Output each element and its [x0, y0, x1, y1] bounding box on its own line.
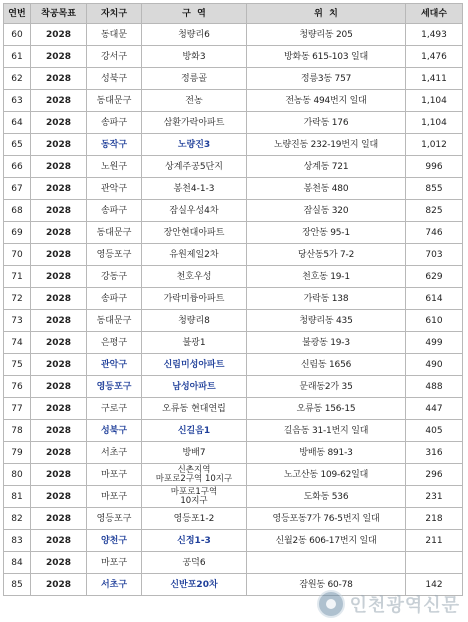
- header-gu: 자치구: [87, 4, 142, 24]
- cell-units: 490: [406, 354, 463, 376]
- header-units: 세대수: [406, 4, 463, 24]
- cell-target-year: 2028: [31, 574, 87, 596]
- redevelopment-table: [3, 3, 463, 596]
- cell-gu: 관악구: [87, 354, 142, 376]
- cell-location: 신림동 1656: [247, 354, 406, 376]
- cell-no: 81: [4, 486, 31, 508]
- cell-units: 703: [406, 244, 463, 266]
- watermark-text: 인천광역신문: [349, 595, 460, 616]
- cell-units: 405: [406, 420, 463, 442]
- table-row: [4, 552, 463, 574]
- cell-target-year: 2028: [31, 376, 87, 398]
- cell-area: 가락미륭아파트: [142, 288, 247, 310]
- cell-units: 142: [406, 574, 463, 596]
- cell-location: 천호동 19-1: [247, 266, 406, 288]
- watermark: [317, 590, 460, 618]
- cell-area: 신정1-3: [142, 530, 247, 552]
- table-row: [4, 244, 463, 266]
- cell-location: 노고산동 109-62일대: [247, 464, 406, 486]
- cell-target-year: 2028: [31, 530, 87, 552]
- cell-target-year: 2028: [31, 332, 87, 354]
- cell-target-year: 2028: [31, 68, 87, 90]
- table-row: [4, 266, 463, 288]
- cell-units: 296: [406, 464, 463, 486]
- cell-target-year: 2028: [31, 46, 87, 68]
- cell-area: 정릉골: [142, 68, 247, 90]
- cell-gu: 마포구: [87, 486, 142, 508]
- newspaper-logo-icon: [317, 590, 345, 618]
- cell-no: 68: [4, 200, 31, 222]
- cell-gu: 송파구: [87, 288, 142, 310]
- cell-gu: 동대문: [87, 24, 142, 46]
- cell-gu: 동대문구: [87, 90, 142, 112]
- table-row: [4, 420, 463, 442]
- cell-gu: 서초구: [87, 442, 142, 464]
- cell-area: 방화3: [142, 46, 247, 68]
- cell-area: 신길음1: [142, 420, 247, 442]
- cell-no: 76: [4, 376, 31, 398]
- cell-location: 청량리동 205: [247, 24, 406, 46]
- table-row: [4, 134, 463, 156]
- cell-gu: 구로구: [87, 398, 142, 420]
- cell-units: 614: [406, 288, 463, 310]
- cell-area: 신촌지역 마포로2구역 10지구: [142, 464, 247, 486]
- table-row: [4, 90, 463, 112]
- cell-target-year: 2028: [31, 24, 87, 46]
- cell-location: 노량진동 232-19번지 일대: [247, 134, 406, 156]
- cell-gu: 강서구: [87, 46, 142, 68]
- header-area: 구 역: [142, 4, 247, 24]
- cell-location: 길음동 31-1번지 일대: [247, 420, 406, 442]
- table-row: [4, 332, 463, 354]
- cell-area: 삼환가락아파트: [142, 112, 247, 134]
- cell-target-year: 2028: [31, 112, 87, 134]
- cell-no: 77: [4, 398, 31, 420]
- cell-location: [247, 552, 406, 574]
- table-row: [4, 530, 463, 552]
- cell-location: 가락동 176: [247, 112, 406, 134]
- cell-area: 전농: [142, 90, 247, 112]
- table-row: [4, 354, 463, 376]
- header-target: 착공목표: [31, 4, 87, 24]
- cell-target-year: 2028: [31, 442, 87, 464]
- cell-target-year: 2028: [31, 288, 87, 310]
- cell-units: 1,012: [406, 134, 463, 156]
- cell-location: 당산동5가 7-2: [247, 244, 406, 266]
- cell-units: 231: [406, 486, 463, 508]
- cell-no: 63: [4, 90, 31, 112]
- table-row: [4, 486, 463, 508]
- table-row: [4, 46, 463, 68]
- table-row: [4, 156, 463, 178]
- cell-no: 69: [4, 222, 31, 244]
- cell-no: 80: [4, 464, 31, 486]
- cell-area: 천호우성: [142, 266, 247, 288]
- table-row: [4, 442, 463, 464]
- cell-units: 218: [406, 508, 463, 530]
- cell-location: 가락동 138: [247, 288, 406, 310]
- cell-gu: 양천구: [87, 530, 142, 552]
- cell-units: 488: [406, 376, 463, 398]
- cell-target-year: 2028: [31, 156, 87, 178]
- cell-units: 316: [406, 442, 463, 464]
- cell-no: 83: [4, 530, 31, 552]
- cell-gu: 송파구: [87, 112, 142, 134]
- cell-gu: 동대문구: [87, 310, 142, 332]
- cell-gu: 영등포구: [87, 376, 142, 398]
- cell-no: 70: [4, 244, 31, 266]
- cell-units: 211: [406, 530, 463, 552]
- cell-location: 잠실동 320: [247, 200, 406, 222]
- cell-gu: 동작구: [87, 134, 142, 156]
- cell-area: 공덕6: [142, 552, 247, 574]
- cell-units: 1,104: [406, 90, 463, 112]
- cell-no: 60: [4, 24, 31, 46]
- header-loc: 위 치: [247, 4, 406, 24]
- table-row: [4, 376, 463, 398]
- table-row: [4, 112, 463, 134]
- cell-target-year: 2028: [31, 398, 87, 420]
- table-row: [4, 178, 463, 200]
- cell-area: 영등포1-2: [142, 508, 247, 530]
- cell-area: 남성아파트: [142, 376, 247, 398]
- cell-units: 1,104: [406, 112, 463, 134]
- cell-location: 신월2동 606-17번지 일대: [247, 530, 406, 552]
- table-row: [4, 464, 463, 486]
- cell-units: 1,476: [406, 46, 463, 68]
- cell-area: 봉천4-1-3: [142, 178, 247, 200]
- cell-units: 855: [406, 178, 463, 200]
- cell-gu: 성북구: [87, 68, 142, 90]
- cell-location: 불광동 19-3: [247, 332, 406, 354]
- cell-target-year: 2028: [31, 464, 87, 486]
- cell-location: 오류동 156-15: [247, 398, 406, 420]
- cell-no: 78: [4, 420, 31, 442]
- cell-units: 996: [406, 156, 463, 178]
- cell-target-year: 2028: [31, 420, 87, 442]
- cell-location: 정릉3동 757: [247, 68, 406, 90]
- table-header-row: [4, 4, 463, 24]
- cell-no: 82: [4, 508, 31, 530]
- cell-location: 방배동 891-3: [247, 442, 406, 464]
- cell-no: 62: [4, 68, 31, 90]
- table-body: [4, 24, 463, 596]
- cell-no: 84: [4, 552, 31, 574]
- cell-no: 85: [4, 574, 31, 596]
- cell-gu: 노원구: [87, 156, 142, 178]
- cell-units: 499: [406, 332, 463, 354]
- cell-gu: 은평구: [87, 332, 142, 354]
- cell-no: 72: [4, 288, 31, 310]
- cell-gu: 동대문구: [87, 222, 142, 244]
- cell-gu: 마포구: [87, 464, 142, 486]
- cell-gu: 성북구: [87, 420, 142, 442]
- cell-gu: 송파구: [87, 200, 142, 222]
- cell-location: 잠원동 60-78: [247, 574, 406, 596]
- cell-units: [406, 552, 463, 574]
- cell-no: 74: [4, 332, 31, 354]
- cell-area: 노량진3: [142, 134, 247, 156]
- cell-units: 746: [406, 222, 463, 244]
- cell-area: 청량리8: [142, 310, 247, 332]
- cell-area: 오류동 현대연립: [142, 398, 247, 420]
- cell-units: 1,411: [406, 68, 463, 90]
- cell-no: 73: [4, 310, 31, 332]
- cell-target-year: 2028: [31, 90, 87, 112]
- cell-location: 전농동 494번지 일대: [247, 90, 406, 112]
- cell-area: 방배7: [142, 442, 247, 464]
- cell-gu: 강동구: [87, 266, 142, 288]
- cell-gu: 관악구: [87, 178, 142, 200]
- cell-location: 도화동 536: [247, 486, 406, 508]
- cell-area: 상계주공5단지: [142, 156, 247, 178]
- cell-area: 신반포20차: [142, 574, 247, 596]
- table-row: [4, 288, 463, 310]
- cell-target-year: 2028: [31, 222, 87, 244]
- cell-no: 71: [4, 266, 31, 288]
- cell-target-year: 2028: [31, 200, 87, 222]
- cell-target-year: 2028: [31, 552, 87, 574]
- cell-target-year: 2028: [31, 178, 87, 200]
- cell-units: 1,493: [406, 24, 463, 46]
- cell-area: 잠실우성4차: [142, 200, 247, 222]
- cell-location: 문래동2가 35: [247, 376, 406, 398]
- table-row: [4, 310, 463, 332]
- cell-gu: 영등포구: [87, 508, 142, 530]
- table-row: [4, 24, 463, 46]
- table-row: [4, 398, 463, 420]
- cell-location: 장안동 95-1: [247, 222, 406, 244]
- cell-no: 67: [4, 178, 31, 200]
- cell-gu: 영등포구: [87, 244, 142, 266]
- cell-units: 447: [406, 398, 463, 420]
- cell-no: 75: [4, 354, 31, 376]
- cell-location: 봉천동 480: [247, 178, 406, 200]
- cell-no: 64: [4, 112, 31, 134]
- table-row: [4, 222, 463, 244]
- cell-gu: 서초구: [87, 574, 142, 596]
- cell-location: 방화동 615-103 일대: [247, 46, 406, 68]
- cell-area: 청량리6: [142, 24, 247, 46]
- cell-area: 불광1: [142, 332, 247, 354]
- cell-location: 영등포동7가 76-5번지 일대: [247, 508, 406, 530]
- cell-no: 79: [4, 442, 31, 464]
- cell-target-year: 2028: [31, 266, 87, 288]
- cell-target-year: 2028: [31, 310, 87, 332]
- cell-no: 61: [4, 46, 31, 68]
- cell-target-year: 2028: [31, 244, 87, 266]
- cell-target-year: 2028: [31, 508, 87, 530]
- cell-location: 상계동 721: [247, 156, 406, 178]
- table-row: [4, 68, 463, 90]
- cell-units: 610: [406, 310, 463, 332]
- cell-target-year: 2028: [31, 134, 87, 156]
- cell-units: 825: [406, 200, 463, 222]
- cell-gu: 마포구: [87, 552, 142, 574]
- cell-no: 66: [4, 156, 31, 178]
- cell-target-year: 2028: [31, 486, 87, 508]
- table-row: [4, 200, 463, 222]
- cell-no: 65: [4, 134, 31, 156]
- cell-units: 629: [406, 266, 463, 288]
- header-no: 연번: [4, 4, 31, 24]
- cell-area: 장안현대아파트: [142, 222, 247, 244]
- cell-area: 신림미성아파트: [142, 354, 247, 376]
- cell-area: 마포로1구역 10지구: [142, 486, 247, 508]
- cell-target-year: 2028: [31, 354, 87, 376]
- cell-location: 청량리동 435: [247, 310, 406, 332]
- table-row: [4, 508, 463, 530]
- cell-area: 유원제일2차: [142, 244, 247, 266]
